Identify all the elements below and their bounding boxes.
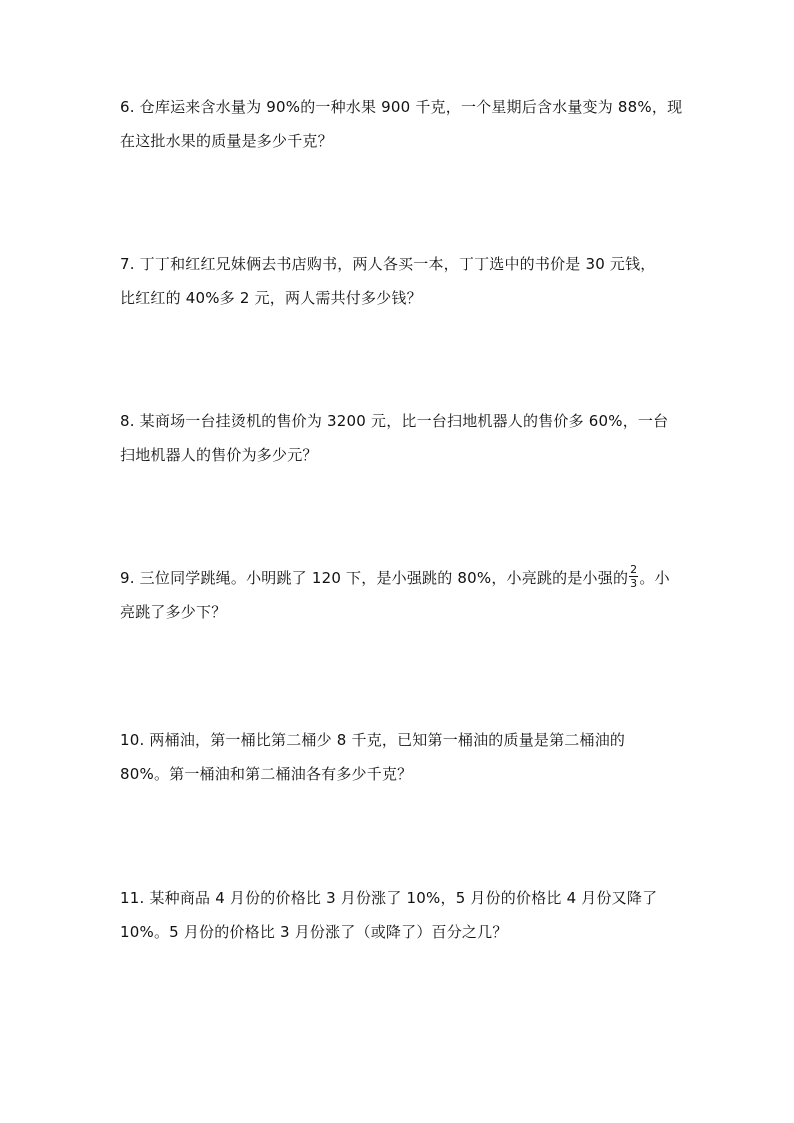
problem-9-line-1 [120,561,680,595]
problem-7 [120,247,680,315]
problem-8 [120,404,680,472]
problem-7-line-1: 7. 丁丁和红红兄妹俩去书店购书，两人各买一本，丁丁选中的书价是 30 元钱， [120,255,656,273]
fraction-denominator: 3 [630,577,638,590]
problem-9-line-2: 亮跳了多少下？ [120,603,227,621]
problem-7-line-2: 比红红的 40%多 2 元，两人需共付多少钱？ [120,289,422,307]
problem-6 [120,90,683,158]
problem-8-line-2: 扫地机器人的售价为多少元？ [120,446,318,464]
problem-9-text-before-fraction: 9. 三位同学跳绳。小明跳了 120 下，是小强跳的 80%，小亮跳的是小强的 [120,569,629,587]
problem-10 [120,723,680,791]
problem-11 [120,881,680,949]
problem-10-line-1: 10. 两桶油，第一桶比第二桶少 8 千克，已知第一桶油的质量是第二桶油的 [120,731,626,749]
problem-9-text-after-fraction: 。小 [639,569,670,587]
problem-8-line-1: 8. 某商场一台挂烫机的售价为 3200 元，比一台扫地机器人的售价多 60%，一台 [120,412,669,430]
fraction-numerator: 2 [630,563,638,576]
problem-11-line-2: 10%。5 月份的价格比 3 月份涨了（或降了）百分之几？ [120,923,508,941]
problem-6-line-1: 6. 仓库运来含水量为 90%的一种水果 900 千克，一个星期后含水量变为 88%，现 [120,98,683,116]
problem-10-line-2: 80%。第一桶油和第二桶油各有多少千克？ [120,765,413,783]
problem-9 [120,561,680,629]
problem-11-line-1: 11. 某种商品 4 月份的价格比 3 月份涨了 10%，5 月份的价格比 4 月份又降了 [120,889,658,907]
fraction-two-thirds [629,564,638,589]
problem-6-line-2: 在这批水果的质量是多少千克？ [120,132,333,150]
